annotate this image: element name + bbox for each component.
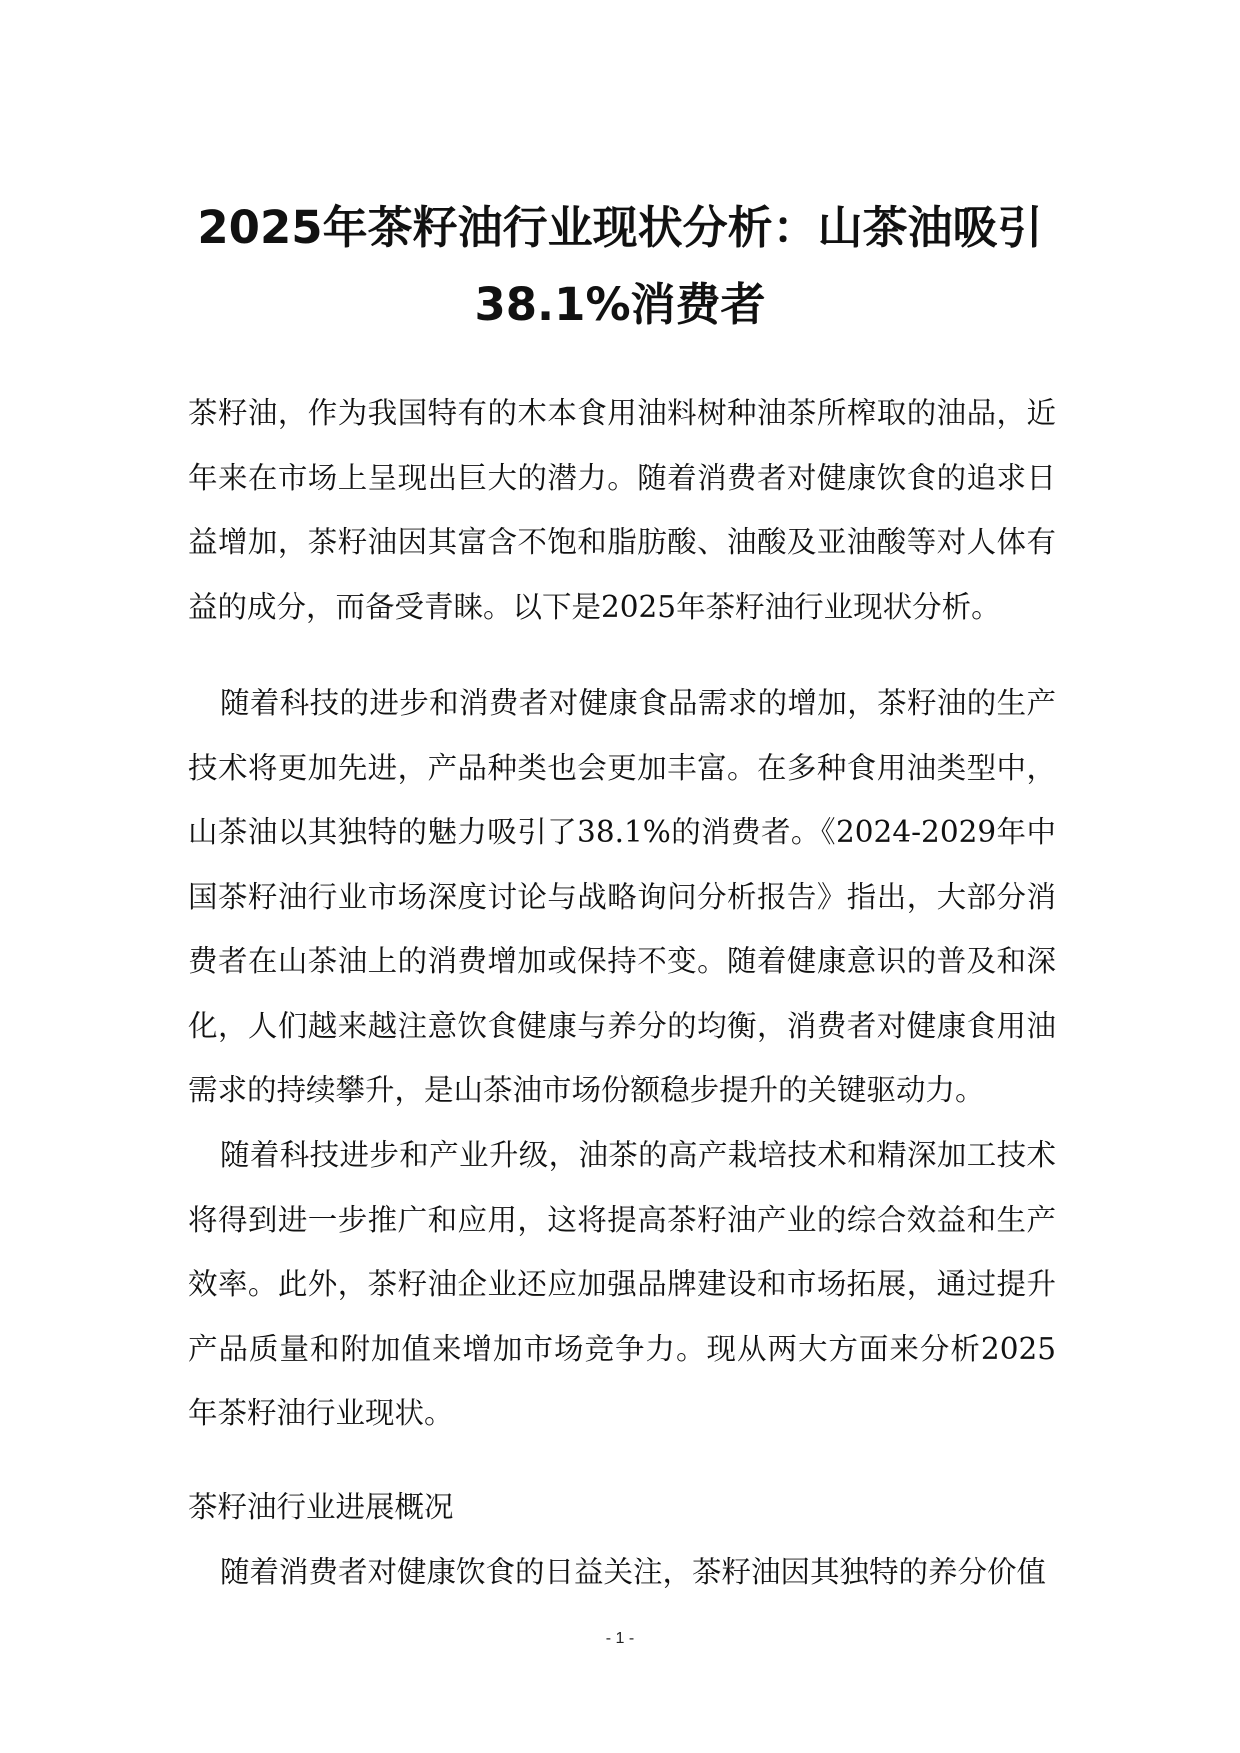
document-title-line-1: 2025年茶籽油行业现状分析：山茶油吸引 — [197, 201, 1043, 254]
paragraph-intro: 茶籽油，作为我国特有的木本食用油料树种油茶所榨取的油品，近年来在市场上呈现出巨大的潜力。随着消费者对健康饮食的追求日益增加，茶籽油因其富含不饱和脂肪酸、油酸及亚油酸等对人体有益的成分，而备受青睐。以下是2025年茶籽油行业现状分析。 — [188, 396, 1056, 624]
page-number: - 1 - — [605, 1630, 635, 1647]
document-title-line-2: 38.1%消费者 — [474, 278, 766, 331]
section-heading: 茶籽油行业进展概况 — [188, 1490, 454, 1524]
paragraph-consumer-share: 随着科技的进步和消费者对健康食品需求的增加，茶籽油的生产技术将更加先进，产品种类也会更加丰富。在多种食用油类型中，山茶油以其独特的魅力吸引了38.1%的消费者。《2024-2029年中国茶籽油行业市场深度讨论与战略询问分析报告》指出，大部分消费者在山茶油上的消费增加或保持不变。随着健康意识的普及和深化，人们越来越注意饮食健康与养分的均衡，消费者对健康食用油需求的持续攀升，是山茶油市场份额稳步提升的关键驱动力。 — [188, 686, 1056, 1107]
paragraph-industry-upgrade: 随着科技进步和产业升级，油茶的高产栽培技术和精深加工技术将得到进一步推广和应用，这将提高茶籽油产业的综合效益和生产效率。此外，茶籽油企业还应加强品牌建设和市场拓展，通过提升产品质量和附加值来增加市场竞争力。现从两大方面来分析2025年茶籽油行业现状。 — [188, 1138, 1056, 1430]
paragraph-section-start: 随着消费者对健康饮食的日益关注，茶籽油因其独特的养分价值 — [220, 1555, 1047, 1589]
